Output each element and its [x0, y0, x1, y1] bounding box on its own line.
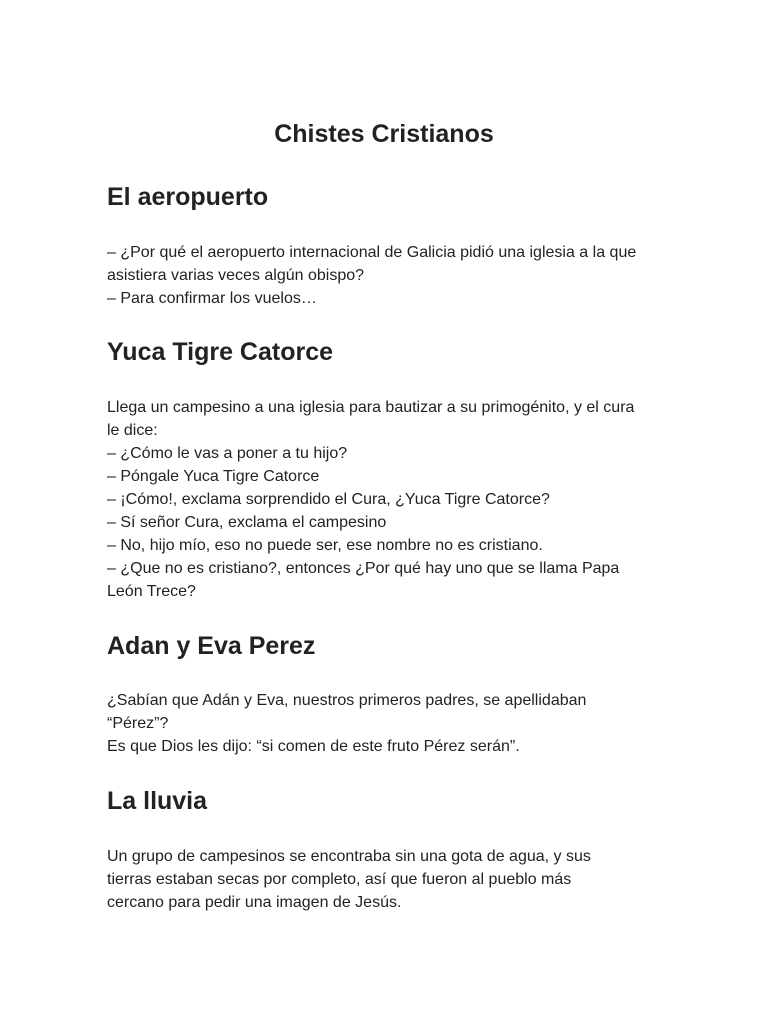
text-line: Un grupo de campesinos se encontraba sin una gota de agua, y sus: [107, 848, 591, 865]
section-heading: La lluvia: [107, 787, 208, 815]
section-heading: El aeropuerto: [107, 183, 269, 211]
text-line: ¿Sabían que Adán y Eva, nuestros primeros padres, se apellidaban: [107, 692, 587, 709]
text-line: – ¿Que no es cristiano?, entonces ¿Por qué hay uno que se llama Papa: [107, 560, 620, 577]
section-body: [107, 396, 667, 603]
section-body: [107, 241, 667, 310]
text-line: – No, hijo mío, eso no puede ser, ese nombre no es cristiano.: [107, 537, 543, 554]
section-el-aeropuerto: [107, 180, 667, 310]
section-body: [107, 689, 667, 758]
text-line: León Trece?: [107, 583, 196, 600]
text-line: – ¡Cómo!, exclama sorprendido el Cura, ¿Yuca Tigre Catorce?: [107, 491, 550, 508]
text-line: asistiera varias veces algún obispo?: [107, 267, 365, 284]
section-heading: Yuca Tigre Catorce: [107, 338, 334, 366]
text-line: Llega un campesino a una iglesia para bautizar a su primogénito, y el cura: [107, 399, 635, 416]
text-line: Es que Dios les dijo: “si comen de este fruto Pérez serán”.: [107, 738, 520, 755]
text-line: “Pérez”?: [107, 715, 169, 732]
section-la-lluvia: [107, 784, 667, 914]
section-yuca-tigre-catorce: [107, 335, 667, 603]
section-heading: Adan y Eva Perez: [107, 632, 316, 660]
text-line: – Sí señor Cura, exclama el campesino: [107, 514, 387, 531]
text-line: – Póngale Yuca Tigre Catorce: [107, 468, 320, 485]
text-line: cercano para pedir una imagen de Jesús.: [107, 894, 402, 911]
text-line: – ¿Cómo le vas a poner a tu hijo?: [107, 445, 348, 462]
text-line: – Para confirmar los vuelos…: [107, 290, 317, 307]
section-body: [107, 845, 667, 914]
text-line: – ¿Por qué el aeropuerto internacional de Galicia pidió una iglesia a la que: [107, 244, 637, 261]
document-title: Chistes Cristianos: [274, 120, 494, 148]
text-line: le dice:: [107, 422, 158, 439]
section-adan-y-eva-perez: [107, 629, 667, 758]
text-line: tierras estaban secas por completo, así que fueron al pueblo más: [107, 871, 572, 888]
